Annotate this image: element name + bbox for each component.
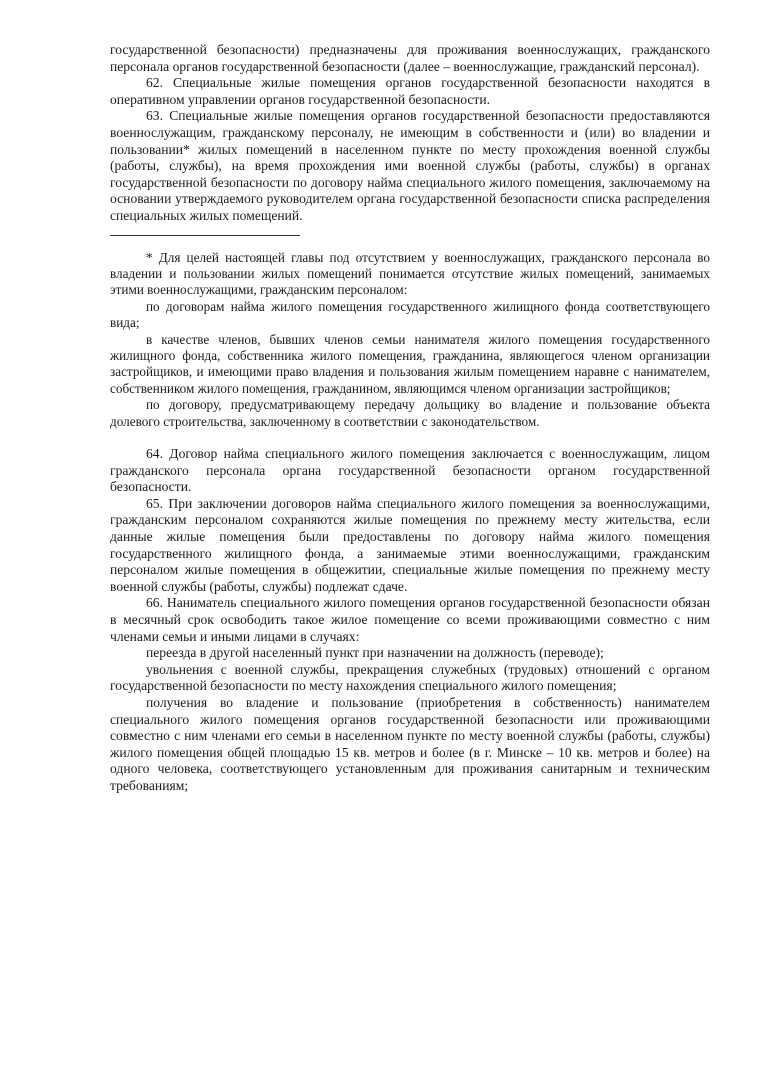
footnote-paragraph: по договору, предусматривающему передачу дольщику во владение и пользование объекта долевого строительства, заключенному в соответствии с законодательством.: [110, 397, 710, 429]
paragraph-65: 65. При заключении договоров найма специального жилого помещения за военнослужащими, гражданским персоналом сохраняются жилые помещения по прежнему месту жительства, если данные жилые помещения были предоставлены по договору найма жилого помещения государственного жилищного фонда, а занимаемые этими военнослужащими, гражданским персоналом жилые помещения в общежитии, специальные жилые помещения по прежнему месту военной службы (работы, службы) подлежат сдаче.: [110, 495, 710, 594]
paragraph-66: 66. Наниматель специального жилого помещения органов государственной безопасности обязан в месячный срок освободить такое жилое помещение со всеми проживающими совместно с ним членами семьи и иными лицами в случаях:: [110, 595, 710, 644]
footnote-paragraph: * Для целей настоящей главы под отсутствием у военнослужащих, гражданского персонала во владении и пользовании жилых помещений понимается отсутствие жилых помещений, занимаемых этими военнослужащими, гражданским персоналом:: [110, 249, 710, 298]
footnote-divider: [110, 235, 300, 236]
spacer: [110, 430, 710, 446]
paragraph-64: 64. Договор найма специального жилого помещения заключается с военнослужащим, лицом гражданского персонала органа государственной безопасности органом государственной безопасности.: [110, 446, 710, 495]
paragraph-62: 62. Специальные жилые помещения органов государственной безопасности находятся в оперативном управлении органов государственной безопасности.: [110, 75, 710, 107]
paragraph-66-item: получения во владение и пользование (приобретения в собственность) нанимателем специального жилого помещения органов государственной безопасности или проживающими совместно с ним членами его семьи в населенном пункте по месту военной службы (работы, службы) жилого помещения общей площадью 15 кв. метров и более (в г. Минске – 10 кв. метров и более) на одного человека, соответствующего установленным для проживания санитарным и техническим требованиям;: [110, 694, 710, 793]
paragraph-66-item: переезда в другой населенный пункт при назначении на должность (переводе);: [146, 645, 604, 661]
footnote-paragraph: по договорам найма жилого помещения государственного жилищного фонда соответствующего вида;: [110, 298, 710, 331]
paragraph-63: 63. Специальные жилые помещения органов государственной безопасности предоставляются военнослужащим, гражданскому персоналу, не имеющим в собственности и (или) во владении и пользовании* жилых помещений в населенном пункте по месту прохождения военной службы (работы, службы), на время прохождения ими военной службы (работы, службы) в органах государственной безопасности по договору найма специального жилого помещения, заключаемому на основании утверждаемого руководителем органа государственной безопасности списка распределения специальных жилых помещений.: [110, 108, 710, 223]
document-page: [110, 42, 710, 794]
footnote-paragraph: в качестве членов, бывших членов семьи нанимателя жилого помещения государственного жилищного фонда, собственника жилого помещения, гражданина, являющегося членом организации застройщиков, и имеющими право владения и пользования жилым помещением наравне с нанимателем, собственником жилого помещения, гражданином, являющимся членом организации застройщиков;: [110, 331, 710, 396]
paragraph-66-item: увольнения с военной службы, прекращения служебных (трудовых) отношений с органом государственной безопасности по месту нахождения специального жилого помещения;: [110, 661, 710, 694]
paragraph-continuation: государственной безопасности) предназначены для проживания военнослужащих, гражданского персонала органов государственной безопасности (далее – военнослужащие, гражданский персонал).: [110, 42, 710, 74]
footnote: [110, 250, 710, 430]
